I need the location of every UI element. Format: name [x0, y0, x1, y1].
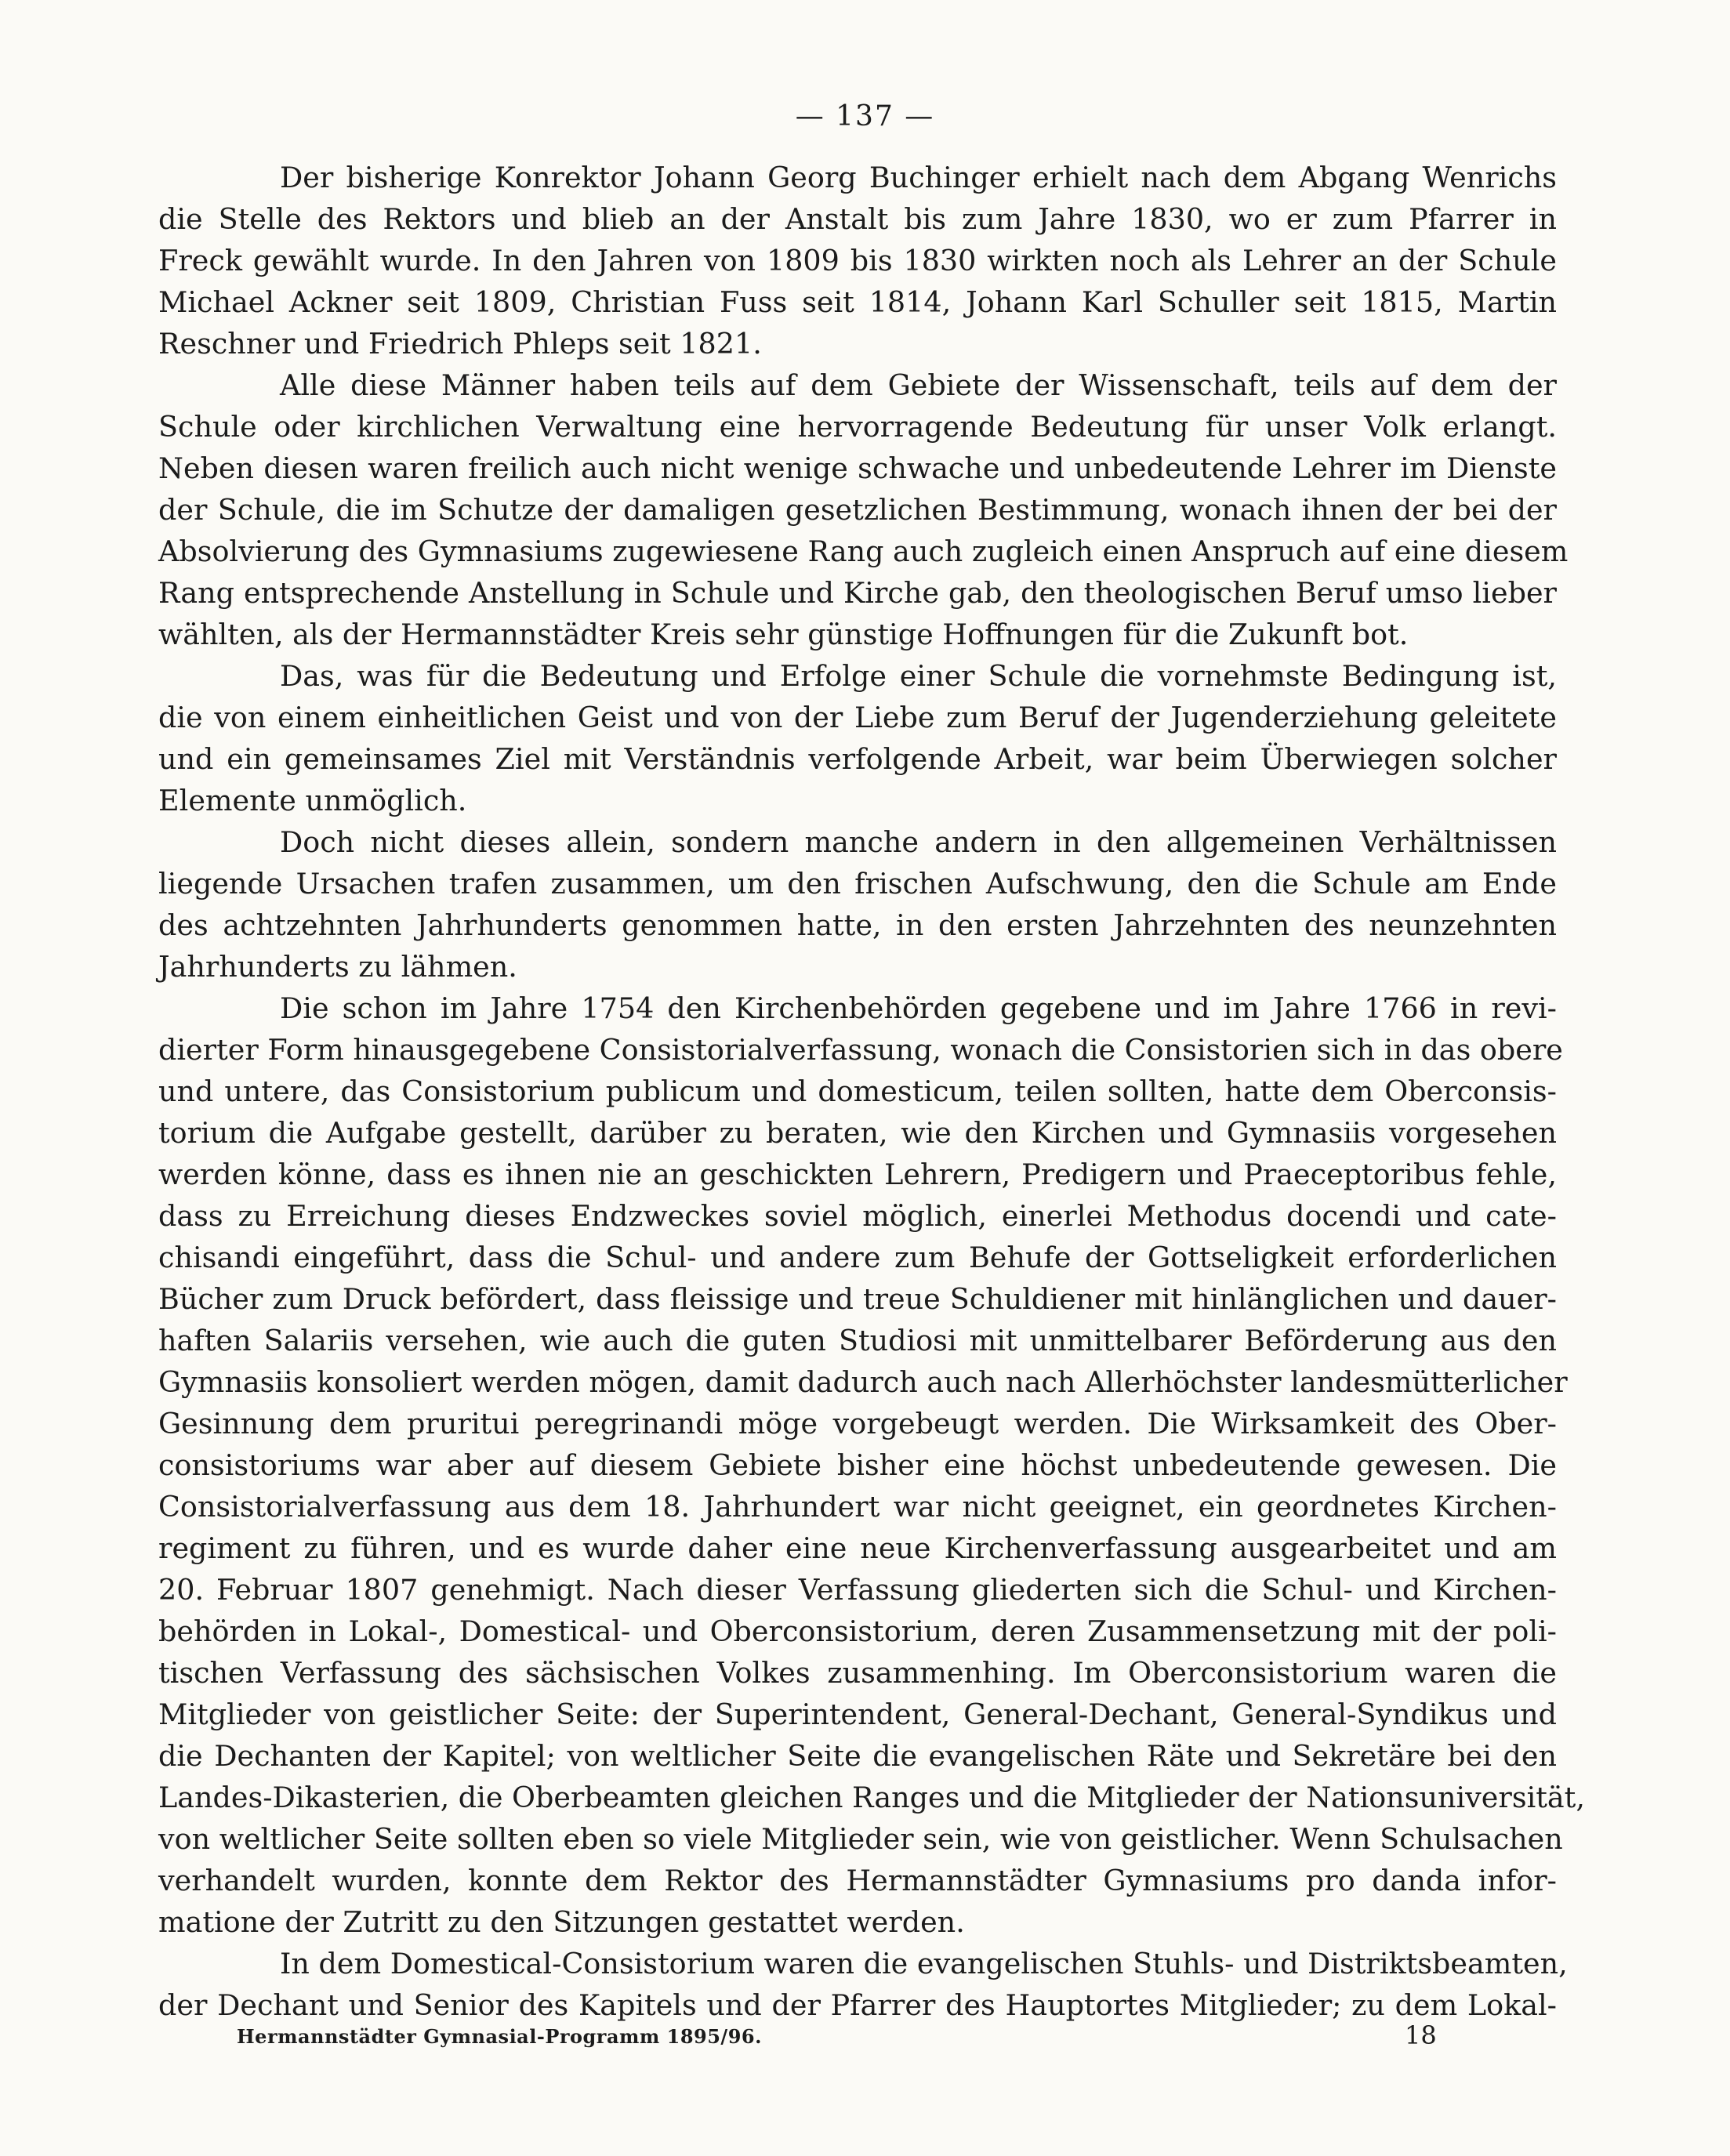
- footer-title: Hermannstädter Gymnasial-Programm 1895/96.: [237, 2025, 762, 2048]
- text-line: Neben diesen waren freilich auch nicht wenige schwache und unbedeutende Lehrer im Dienste: [158, 451, 1557, 485]
- text-line: 20. Februar 1807 genehmigt. Nach dieser Verfassung gliederten sich die Schul- und Kirchen-: [158, 1573, 1557, 1607]
- text-line: liegende Ursachen trafen zusammen, um den frischen Aufschwung, den die Schule am Ende: [158, 867, 1557, 900]
- text-line: matione der Zutritt zu den Sitzungen gestattet werden.: [158, 1905, 965, 1939]
- text-line: Jahrhunderts zu lähmen.: [158, 950, 517, 984]
- text-line: torium die Aufgabe gestellt, darüber zu beraten, wie den Kirchen und Gymnasiis vorgesehen: [158, 1116, 1557, 1150]
- text-line: Rang entsprechende Anstellung in Schule und Kirche gab, den theologischen Beruf umso lieber: [158, 576, 1557, 610]
- text-line: verhandelt wurden, konnte dem Rektor des Hermannstädter Gymnasiums pro danda infor-: [158, 1864, 1557, 1897]
- text-line: und untere, das Consistorium publicum und domesticum, teilen sollten, hatte dem Oberconsis-: [158, 1074, 1557, 1108]
- text-line: der Schule, die im Schutze der damaligen gesetzlichen Bestimmung, wonach ihnen der bei der: [158, 493, 1557, 527]
- text-line: werden könne, dass es ihnen nie an geschickten Lehrern, Predigern und Praeceptoribus fehle,: [158, 1158, 1557, 1191]
- text-line: Bücher zum Druck befördert, dass fleissige und treue Schuldiener mit hinlänglichen und dauer-: [158, 1282, 1557, 1316]
- text-line: die Dechanten der Kapitel; von weltlicher Seite die evangelischen Räte und Sekretäre bei den: [158, 1739, 1557, 1773]
- text-line: haften Salariis versehen, wie auch die guten Studiosi mit unmittelbarer Beförderung aus den: [158, 1324, 1557, 1357]
- text-line: Das, was für die Bedeutung und Erfolge einer Schule die vornehmste Bedingung ist,: [280, 659, 1557, 693]
- text-line: chisandi eingeführt, dass die Schul- und andere zum Behufe der Gottseligkeit erforderlichen: [158, 1241, 1557, 1274]
- text-line: Michael Ackner seit 1809, Christian Fuss seit 1814, Johann Karl Schuller seit 1815, Martin: [158, 285, 1557, 319]
- text-line: Elemente unmöglich.: [158, 784, 467, 817]
- text-line: Der bisherige Konrektor Johann Georg Buchinger erhielt nach dem Abgang Wenrichs: [280, 161, 1557, 194]
- footer-signature-number: 18: [1405, 2020, 1437, 2050]
- text-line: Mitglieder von geistlicher Seite: der Superintendent, General-Dechant, General-Syndikus und: [158, 1698, 1557, 1731]
- text-line: regiment zu führen, und es wurde daher eine neue Kirchenverfassung ausgearbeitet und am: [158, 1531, 1557, 1565]
- text-line: behörden in Lokal-, Domestical- und Oberconsistorium, deren Zusammensetzung mit der poli-: [158, 1614, 1557, 1648]
- text-line: Consistorialverfassung aus dem 18. Jahrhundert war nicht geeignet, ein geordnetes Kirchen-: [158, 1490, 1557, 1524]
- text-line: In dem Domestical-Consistorium waren die evangelischen Stuhls- und Distriktsbeamten,: [280, 1947, 1568, 1980]
- text-line: Alle diese Männer haben teils auf dem Gebiete der Wissenschaft, teils auf dem der: [280, 368, 1557, 402]
- text-line: Doch nicht dieses allein, sondern manche andern in den allgemeinen Verhältnissen: [280, 825, 1557, 859]
- text-line: Gymnasiis konsoliert werden mögen, damit dadurch auch nach Allerhöchster landesmütterlicher: [158, 1365, 1568, 1399]
- text-line: von weltlicher Seite sollten eben so viele Mitglieder sein, wie von geistlicher. Wenn Schulsachen: [158, 1822, 1563, 1856]
- text-line: Reschner und Friedrich Phleps seit 1821.: [158, 327, 762, 361]
- text-line: die Stelle des Rektors und blieb an der Anstalt bis zum Jahre 1830, wo er zum Pfarrer in: [158, 202, 1557, 236]
- text-line: Freck gewählt wurde. In den Jahren von 1809 bis 1830 wirkten noch als Lehrer an der Schule: [158, 244, 1557, 277]
- text-line: Landes-Dikasterien, die Oberbeamten gleichen Ranges und die Mitglieder der Nationsuniversität,: [158, 1781, 1585, 1814]
- page-number: — 137 —: [795, 100, 935, 132]
- text-line: der Dechant und Senior des Kapitels und der Pfarrer des Hauptortes Mitglieder; zu dem Lokal-: [158, 1988, 1557, 2022]
- text-line: Gesinnung dem pruritui peregrinandi möge vorgebeugt werden. Die Wirksamkeit des Ober-: [158, 1407, 1557, 1440]
- text-line: consistoriums war aber auf diesem Gebiete bisher eine höchst unbedeutende gewesen. Die: [158, 1448, 1557, 1482]
- text-line: Absolvierung des Gymnasiums zugewiesene Rang auch zugleich einen Anspruch auf eine diesem: [158, 534, 1569, 568]
- text-line: wählten, als der Hermannstädter Kreis sehr günstige Hoffnungen für die Zukunft bot.: [158, 618, 1409, 651]
- text-line: tischen Verfassung des sächsischen Volkes zusammenhing. Im Oberconsistorium waren die: [158, 1656, 1557, 1690]
- text-line: dierter Form hinausgegebene Consistorialverfassung, wonach die Consistorien sich in das obere: [158, 1033, 1563, 1067]
- text-line: Die schon im Jahre 1754 den Kirchenbehörden gegebene und im Jahre 1766 in revi-: [280, 991, 1557, 1025]
- text-line: und ein gemeinsames Ziel mit Verständnis verfolgende Arbeit, war beim Überwiegen solcher: [158, 742, 1557, 776]
- text-line: dass zu Erreichung dieses Endzweckes soviel möglich, einerlei Methodus docendi und cate-: [158, 1199, 1557, 1233]
- text-line: des achtzehnten Jahrhunderts genommen hatte, in den ersten Jahrzehnten des neunzehnten: [158, 908, 1557, 942]
- text-line: Schule oder kirchlichen Verwaltung eine hervorragende Bedeutung für unser Volk erlangt.: [158, 410, 1557, 444]
- body-text: [158, 157, 1585, 2026]
- text-line: die von einem einheitlichen Geist und von der Liebe zum Beruf der Jugenderziehung geleitete: [158, 701, 1557, 734]
